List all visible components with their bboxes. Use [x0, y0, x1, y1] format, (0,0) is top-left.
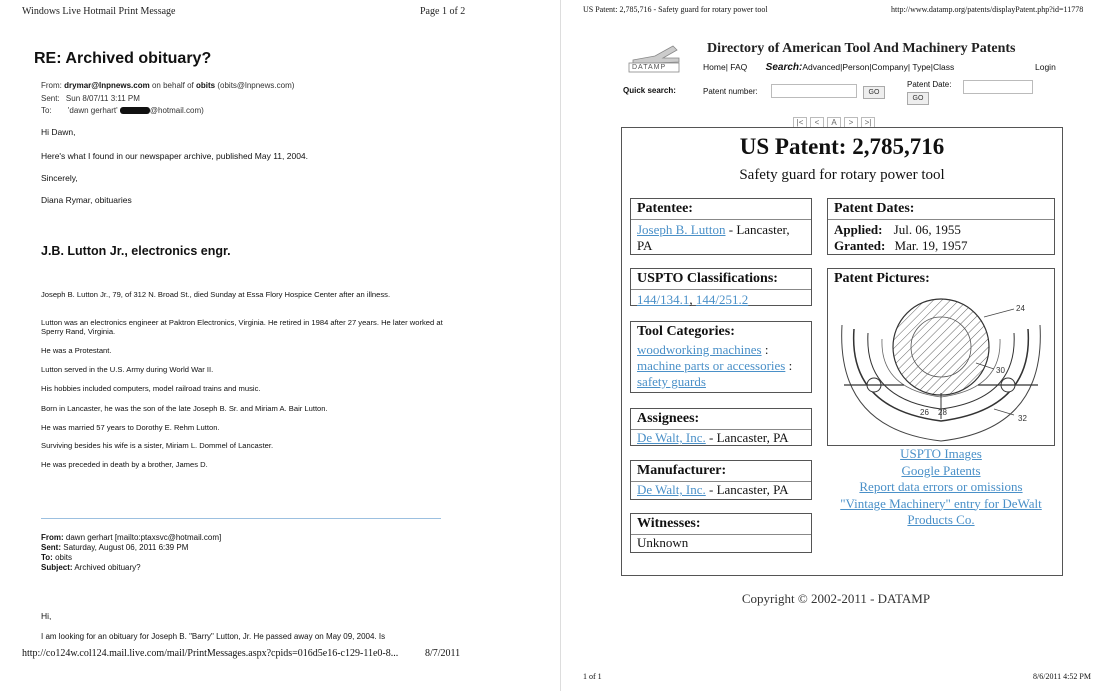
article-title: J.B. Lutton Jr., electronics engr. [41, 244, 231, 258]
orig-subject-value: Archived obituary? [74, 563, 141, 572]
drawing-label: 28 [938, 408, 947, 417]
email-from-line [41, 81, 294, 90]
from-label: From: [41, 81, 62, 90]
drawing-label: 24 [1016, 304, 1025, 313]
uspto-class-link[interactable]: 144/134.1 [637, 292, 690, 307]
applied-value: Jul. 06, 1955 [893, 222, 961, 237]
article-paragraph: He was a Protestant. [41, 346, 112, 355]
nav-alpha-button[interactable]: A [827, 117, 841, 128]
search-label: Search: [765, 62, 803, 73]
drawing-label: 26 [920, 408, 929, 417]
email-sent-line [41, 94, 140, 103]
patent-date-input[interactable] [963, 80, 1033, 94]
patentee-box [630, 198, 812, 255]
article-paragraph: Born in Lancaster, he was the son of the late Joseph B. Sr. and Miriam A. Bair Lutton. [41, 404, 328, 413]
vintage-machinery-link-cont[interactable]: Products Co. [907, 512, 975, 527]
orig-from-value: dawn gerhart [mailto:ptaxsvc@hotmail.com] [65, 533, 222, 542]
tool-categories-heading: Tool Categories: [637, 324, 735, 339]
patent-title: US Patent: 2,785,716 [739, 134, 945, 159]
orig-body: I am looking for an obituary for Joseph B. "Barry" Lutton, Jr. He passed away on May 09, 2004. Is [41, 632, 386, 641]
top-nav: Home| FAQ Search:Advanced|Person|Company| Type|Class [703, 62, 955, 73]
print-header-page: Page 1 of 2 [420, 6, 466, 17]
orig-sent-value: Saturday, August 06, 2011 6:39 PM [63, 543, 189, 552]
search-type-link[interactable]: Type [912, 62, 931, 72]
manufacturer-body [631, 481, 811, 500]
witnesses-value: Unknown [631, 534, 811, 553]
patent-dates-body [828, 220, 1054, 256]
drawing-label: 30 [996, 366, 1005, 375]
print-footer-date: 8/7/2011 [425, 648, 461, 659]
patentee-body [631, 220, 811, 256]
vintage-machinery-link[interactable]: "Vintage Machinery" entry for DeWalt [840, 495, 1042, 511]
drawing-label: 32 [1018, 414, 1027, 423]
assignee-location: - Lancaster, PA [705, 430, 789, 445]
nav-faq-link[interactable]: FAQ [730, 62, 748, 72]
article-paragraph: He was preceded in death by a brother, James D. [41, 460, 208, 469]
manufacturer-location: - Lancaster, PA [705, 482, 789, 497]
assignee-link[interactable]: De Walt, Inc. [637, 430, 706, 445]
granted-value: Mar. 19, 1957 [894, 238, 968, 253]
email-subject-title: RE: Archived obituary? [34, 50, 212, 67]
from-obits: obits [196, 81, 216, 90]
patent-number-label: Patent number: [703, 87, 758, 96]
sent-value: Sun 8/07/11 3:11 PM [65, 94, 140, 103]
google-patents-link[interactable]: Google Patents [901, 462, 981, 478]
to-label: To: [41, 106, 52, 115]
logo-text: DATAMP [632, 64, 667, 71]
search-company-link[interactable]: Company [871, 62, 908, 72]
witnesses-box [630, 513, 812, 553]
article-paragraph: He was married 57 years to Dorothy E. Rehm Lutton. [41, 423, 220, 432]
body-line: Diana Rymar, obituaries [41, 195, 132, 205]
external-links [827, 446, 1055, 529]
quick-search-label: Quick search: [623, 86, 676, 95]
from-obits-email: (obits@lnpnews.com) [217, 81, 295, 90]
email-to-line [41, 106, 204, 115]
orig-from-label: From: [41, 533, 64, 542]
patent-print-page [560, 0, 1110, 691]
print-header-title: Windows Live Hotmail Print Message [22, 6, 176, 17]
nav-home-link[interactable]: Home [703, 62, 726, 72]
tool-categories-box [630, 321, 812, 393]
search-class-link[interactable]: Class [933, 62, 955, 72]
article-paragraph: Joseph B. Lutton Jr., 79, of 312 N. Broad St., died Sunday at Essa Flory Hospice Center after an illness. [41, 290, 391, 299]
print-footer-page: 1 of 1 [583, 672, 602, 681]
print-footer-url: http://co124w.col124.mail.live.com/mail/PrintMessages.aspx?cpids=016d5e16-c129-11e0-8... [22, 648, 399, 659]
login-link[interactable]: Login [1035, 62, 1056, 72]
patent-record-box [621, 127, 1063, 576]
tool-category-link[interactable]: machine parts or accessories [637, 358, 786, 373]
orig-to-label: To: [41, 553, 53, 562]
orig-header [41, 533, 221, 573]
to-name: 'dawn gerhart' [67, 106, 118, 115]
manufacturer-heading: Manufacturer: [637, 463, 727, 478]
redaction-mark [120, 107, 150, 114]
search-person-link[interactable]: Person [842, 62, 870, 72]
patent-pictures-heading: Patent Pictures: [834, 271, 930, 286]
manufacturer-box [630, 460, 812, 500]
body-line: Hi Dawn, [41, 127, 76, 137]
article-paragraph: Lutton was an electronics engineer at Paktron Electronics, Virginia. He retired in 1984 after 27 years. He later worked at Sperry Rand, Virginia. [41, 318, 443, 336]
tool-category-link[interactable]: safety guards [637, 374, 706, 389]
patentee-heading: Patentee: [631, 199, 811, 220]
sent-label: Sent: [41, 94, 60, 103]
orig-greeting: Hi, [41, 611, 52, 621]
body-line: Sincerely, [41, 173, 78, 183]
copyright: Copyright © 2002-2011 - DATAMP [741, 591, 931, 606]
assignees-body [631, 429, 811, 448]
article-paragraph: His hobbies included computers, model railroad trains and music. [41, 384, 261, 393]
report-errors-link[interactable]: Report data errors or omissions [859, 479, 1023, 494]
print-footer-date: 8/6/2011 4:52 PM [1033, 672, 1091, 681]
uspto-images-link[interactable]: USPTO Images [900, 446, 982, 461]
uspto-class-link[interactable]: 144/251.2 [695, 292, 749, 307]
patent-drawing-image[interactable] [834, 289, 1048, 443]
uspto-heading: USPTO Classifications: [631, 269, 811, 290]
from-behalf: on behalf of [151, 81, 194, 90]
search-advanced-link[interactable]: Advanced [802, 62, 841, 72]
divider [41, 518, 441, 519]
patentee-link[interactable]: Joseph B. Lutton [637, 222, 726, 237]
nav-first-button[interactable]: |< [793, 117, 807, 128]
applied-label: Applied: [834, 222, 883, 237]
nav-next-button[interactable]: > [844, 117, 858, 128]
orig-to-value: obits [55, 553, 72, 562]
tool-category-link[interactable]: woodworking machines [637, 342, 762, 357]
manufacturer-link[interactable]: De Walt, Inc. [637, 482, 706, 497]
site-title: Directory of American Tool And Machinery Patents [707, 41, 1016, 56]
print-header-title: US Patent: 2,785,716 - Safety guard for rotary power tool [583, 5, 768, 14]
article-paragraph: Lutton served in the U.S. Army during World War II. [41, 365, 214, 374]
patent-number-go-button[interactable]: GO [863, 86, 885, 99]
assignees-box [630, 408, 812, 446]
orig-subject-label: Subject: [41, 563, 73, 572]
datamp-logo[interactable] [625, 42, 683, 74]
patent-subtitle: Safety guard for rotary power tool [739, 167, 945, 183]
witnesses-heading: Witnesses: [637, 516, 701, 531]
patent-date-go-button[interactable]: GO [907, 92, 929, 105]
patent-number-input[interactable] [771, 84, 857, 98]
to-email-suffix: @hotmail.com) [149, 106, 204, 115]
uspto-body: 144/134.1, 144/251.2 [637, 292, 749, 307]
from-email[interactable]: drymar@lnpnews.com [64, 81, 150, 90]
patent-dates-heading: Patent Dates: [828, 199, 1054, 220]
patent-dates-box [827, 198, 1055, 255]
orig-sent-label: Sent: [41, 543, 61, 552]
nav-prev-button[interactable]: < [810, 117, 824, 128]
assignees-heading: Assignees: [637, 411, 700, 426]
patent-date-label: Patent Date: [907, 80, 952, 89]
body-line: Here's what I found in our newspaper archive, published May 11, 2004. [41, 151, 309, 161]
patentee-location: - Lancaster, PA [637, 222, 790, 253]
patent-pictures-box [827, 268, 1055, 446]
print-header-url: http://www.datamp.org/patents/displayPatent.php?id=11778 [891, 5, 1084, 14]
granted-label: Granted: [834, 238, 886, 253]
tool-categories-body: woodworking machines : machine parts or accessories : safety guards [637, 342, 793, 389]
nav-last-button[interactable]: >| [861, 117, 875, 128]
uspto-box [630, 268, 812, 306]
article-paragraph: Surviving besides his wife is a sister, Miriam L. Dommel of Lancaster. [41, 441, 274, 450]
